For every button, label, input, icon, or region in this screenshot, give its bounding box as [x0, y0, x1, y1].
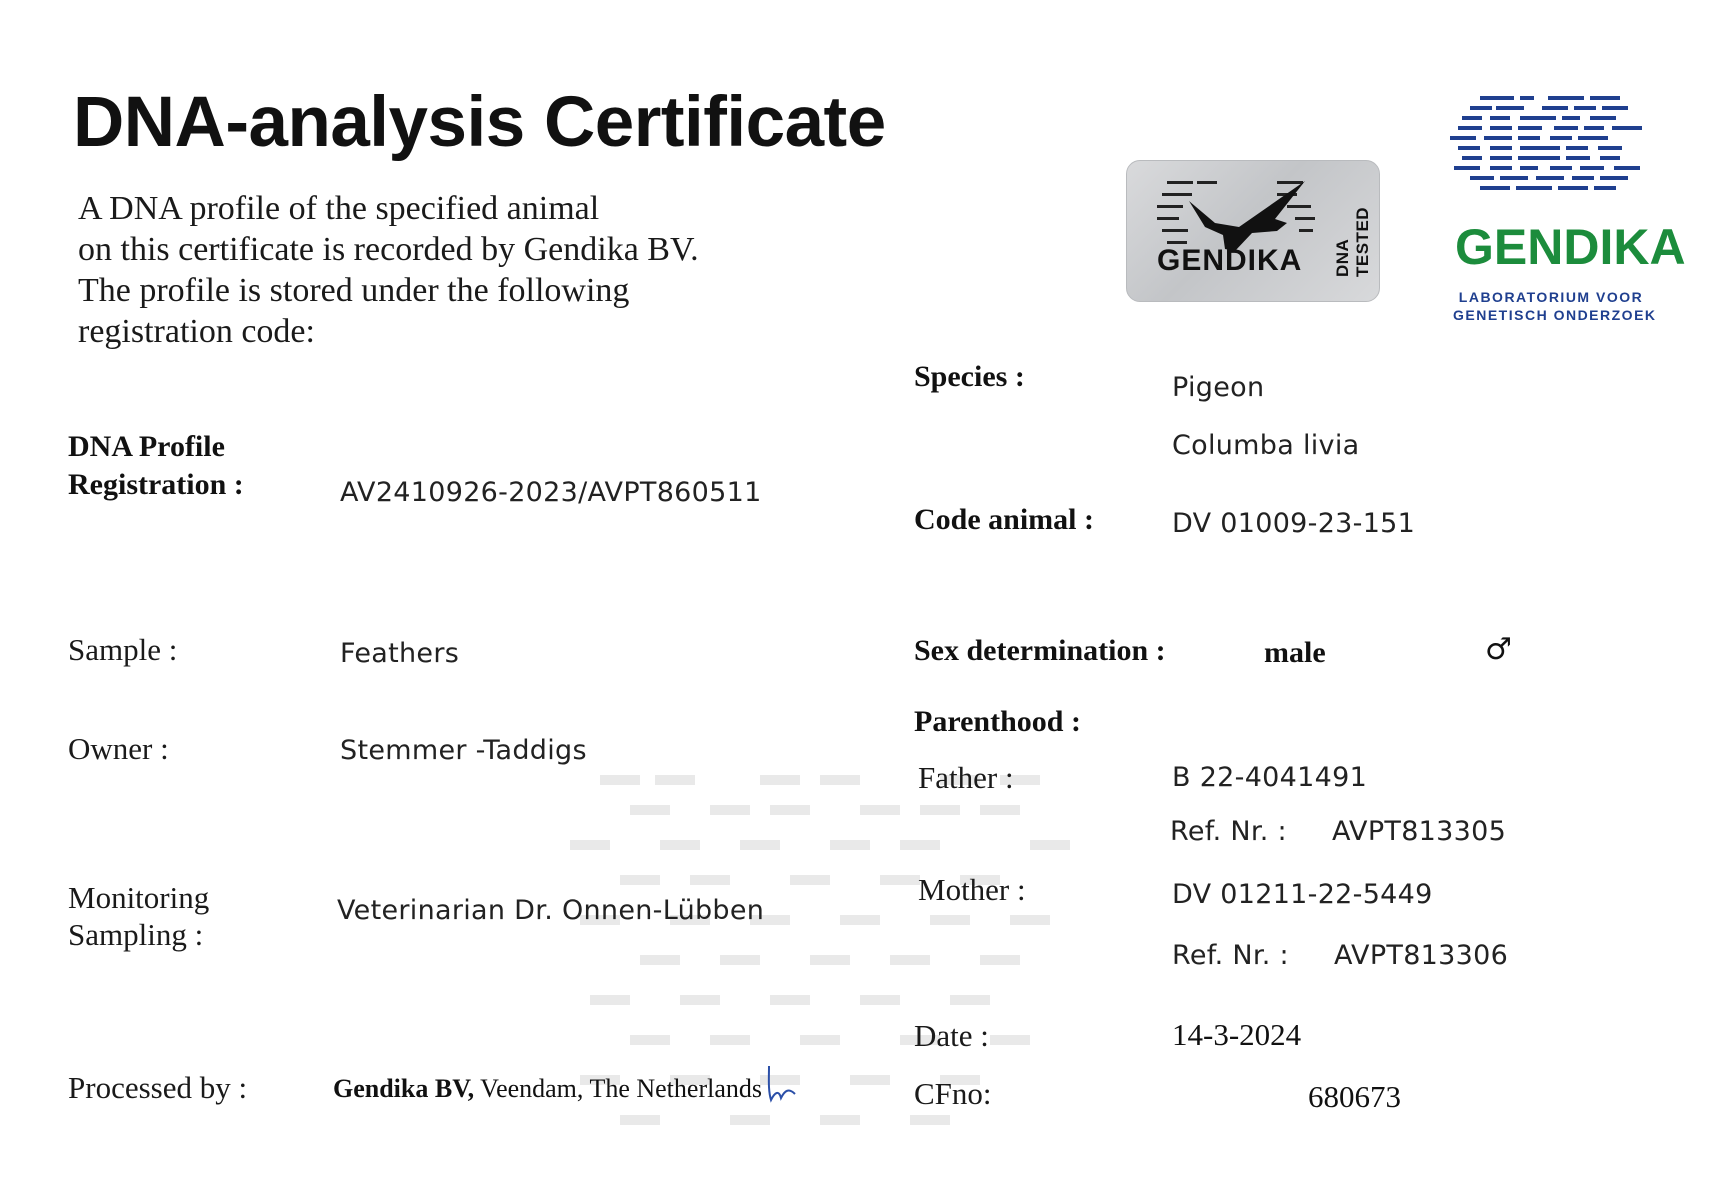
- father-value: B 22-4041491: [1172, 762, 1368, 793]
- sample-value: Feathers: [340, 638, 460, 669]
- code-animal-label: Code animal :: [914, 503, 1094, 536]
- father-ref-value: AVPT813305: [1332, 816, 1507, 847]
- badge-tested-label: DNA TESTED: [1333, 206, 1372, 277]
- sex-value: male: [1264, 636, 1326, 669]
- owner-value: Stemmer -Taddigs: [340, 735, 587, 766]
- processed-value: [333, 1074, 762, 1104]
- certificate-title: DNA-analysis Certificate: [73, 83, 886, 162]
- logo-name: GENDIKA: [1455, 219, 1686, 275]
- intro-text: [78, 188, 699, 352]
- registration-label-line1: DNA Profile: [68, 430, 225, 463]
- registration-label-line2: Registration :: [68, 468, 244, 501]
- species-latin: Columba livia: [1172, 430, 1360, 461]
- parenthood-label: Parenthood :: [914, 705, 1081, 738]
- signature-mark: [763, 1064, 799, 1104]
- species-value: Pigeon: [1172, 372, 1265, 403]
- processed-location: Veendam, The Netherlands: [474, 1074, 762, 1103]
- gendika-logo-icon: [1450, 92, 1650, 212]
- processed-label: Processed by :: [68, 1070, 248, 1105]
- date-label: Date :: [914, 1018, 989, 1053]
- father-ref-label: Ref. Nr. :: [1170, 816, 1287, 847]
- logo-subtitle-line: GENETISCH ONDERZOEK: [1453, 307, 1657, 323]
- badge-name: GENDIKA: [1157, 244, 1303, 277]
- sample-label: Sample :: [68, 632, 178, 667]
- processed-company: Gendika BV,: [333, 1074, 475, 1103]
- date-value: 14-3-2024: [1172, 1017, 1302, 1052]
- monitoring-label-line1: Monitoring: [68, 880, 210, 915]
- intro-line: The profile is stored under the following: [78, 272, 630, 309]
- registration-value: AV2410926-2023/AVPT860511: [340, 477, 762, 508]
- logo-subtitle: [1453, 288, 1657, 324]
- male-symbol-icon: ♂: [1485, 632, 1512, 667]
- mother-ref-label: Ref. Nr. :: [1172, 940, 1289, 971]
- monitoring-label-line2: Sampling :: [68, 917, 204, 952]
- father-label: Father :: [918, 760, 1014, 795]
- intro-line: A DNA profile of the specified animal: [78, 190, 600, 227]
- cfno-label: CFno:: [914, 1076, 992, 1111]
- logo-subtitle-line: LABORATORIUM VOOR: [1458, 289, 1644, 305]
- dna-tested-badge: [1126, 160, 1380, 302]
- intro-line: on this certificate is recorded by Gendika BV.: [78, 231, 699, 268]
- code-animal-value: DV 01009-23-151: [1172, 508, 1416, 539]
- mother-ref-value: AVPT813306: [1334, 940, 1509, 971]
- intro-line: registration code:: [78, 313, 315, 350]
- mother-label: Mother :: [918, 872, 1026, 907]
- sex-label: Sex determination :: [914, 634, 1166, 667]
- owner-label: Owner :: [68, 731, 169, 766]
- mother-value: DV 01211-22-5449: [1172, 879, 1433, 910]
- cfno-value: 680673: [1308, 1079, 1401, 1114]
- species-label: Species :: [914, 360, 1025, 393]
- monitoring-value: Veterinarian Dr. Onnen-Lübben: [337, 895, 765, 926]
